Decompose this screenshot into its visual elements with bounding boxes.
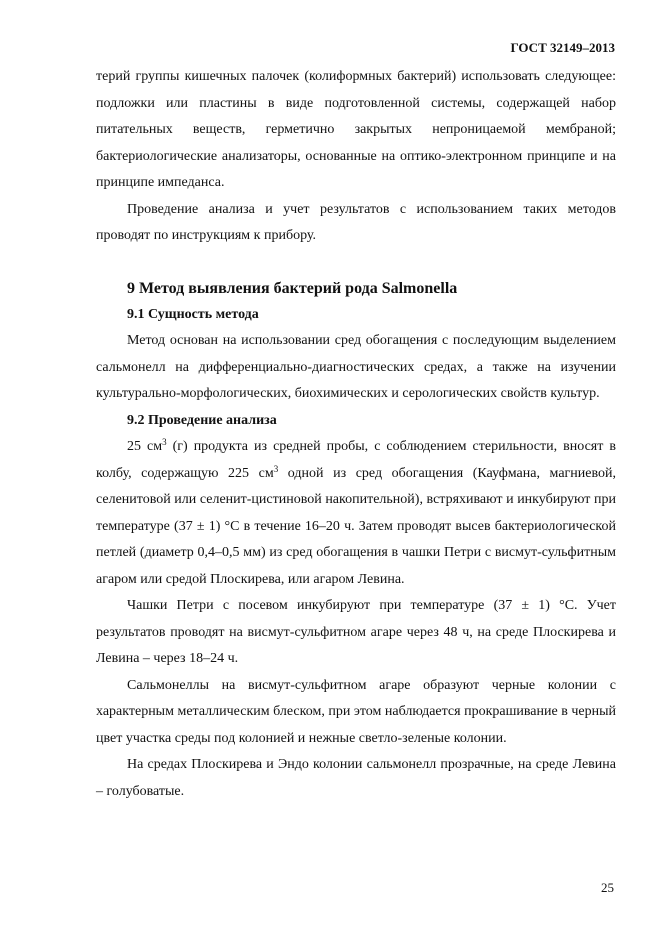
paragraph-bismuth-colonies: Сальмонеллы на висмут-сульфитном агаре образуют черные колонии с характерным металлическим блеском, при этом наблюдается прокрашивание в черный цвет участка среды под колонией и нежные светло-зеленые колонии.	[96, 677, 616, 746]
paragraph-continued: терий группы кишечных палочек (колиформных бактерий) использовать следующее: подложки или пластины в виде подготовленной системы, содержащей набор питательных веществ, герметично закрытых непроницаемой мембраной; бактериологические анализаторы, основанные на оптико-электронном принципе и на принципе импеданса.	[96, 69, 616, 190]
subsection-title-essence: 9.1 Сущность метода	[127, 306, 259, 322]
procedure-text-c: одной из сред обогащения (Кауфмана, магниевой, селенитовой или селенит-цистиновой накопительной), встряхивают и инкубируют при температуре (37 ± 1) °С в течение 16–20 ч. Затем проводят высев бактериологической петлей (диаметр 0,4–0,5 мм) из сред обогащения в чашки Петри с висмут-сульфитным агаром или средой Плоскирева, или агаром Левина.	[96, 465, 616, 587]
page-number: 25	[601, 880, 614, 895]
paragraph-incubation: Чашки Петри с посевом инкубируют при температуре (37 ± 1) °С. Учет результатов проводят на висмут-сульфитном агаре через 48 ч, на среде Плоскирева и Левина – через 18–24 ч.	[96, 598, 616, 666]
paragraph-procedure	[96, 434, 616, 593]
subsection-title-procedure: 9.2 Проведение анализа	[127, 412, 277, 428]
paragraph-instructions: Проведение анализа и учет результатов с использованием таких методов проводят по инструкциям к прибору.	[96, 201, 616, 243]
standard-header: ГОСТ 32149–2013	[510, 40, 615, 55]
paragraph-method-essence: Метод основан на использовании сред обогащения с последующим выделением сальмонелл на дифференциально-диагностических средах, а также на изучении культурально-морфологических, биохимических и серологических свойств культур.	[96, 333, 616, 401]
document-body	[96, 64, 616, 805]
paragraph-endo-colonies: На средах Плоскирева и Эндо колонии сальмонелл прозрачные, на среде Левина – голубоватые.	[96, 757, 616, 799]
section-spacer	[96, 250, 616, 276]
procedure-text-b: (г) продукта из средней пробы, с соблюдением стерильности, вносят в колбу, содержащую 225 см	[96, 439, 616, 481]
superscript-cube-1: 3	[162, 437, 167, 447]
section-title: 9 Метод выявления бактерий рода Salmonella	[127, 279, 458, 297]
procedure-text-a: 25 см	[127, 439, 163, 454]
superscript-cube-2: 3	[273, 463, 279, 474]
